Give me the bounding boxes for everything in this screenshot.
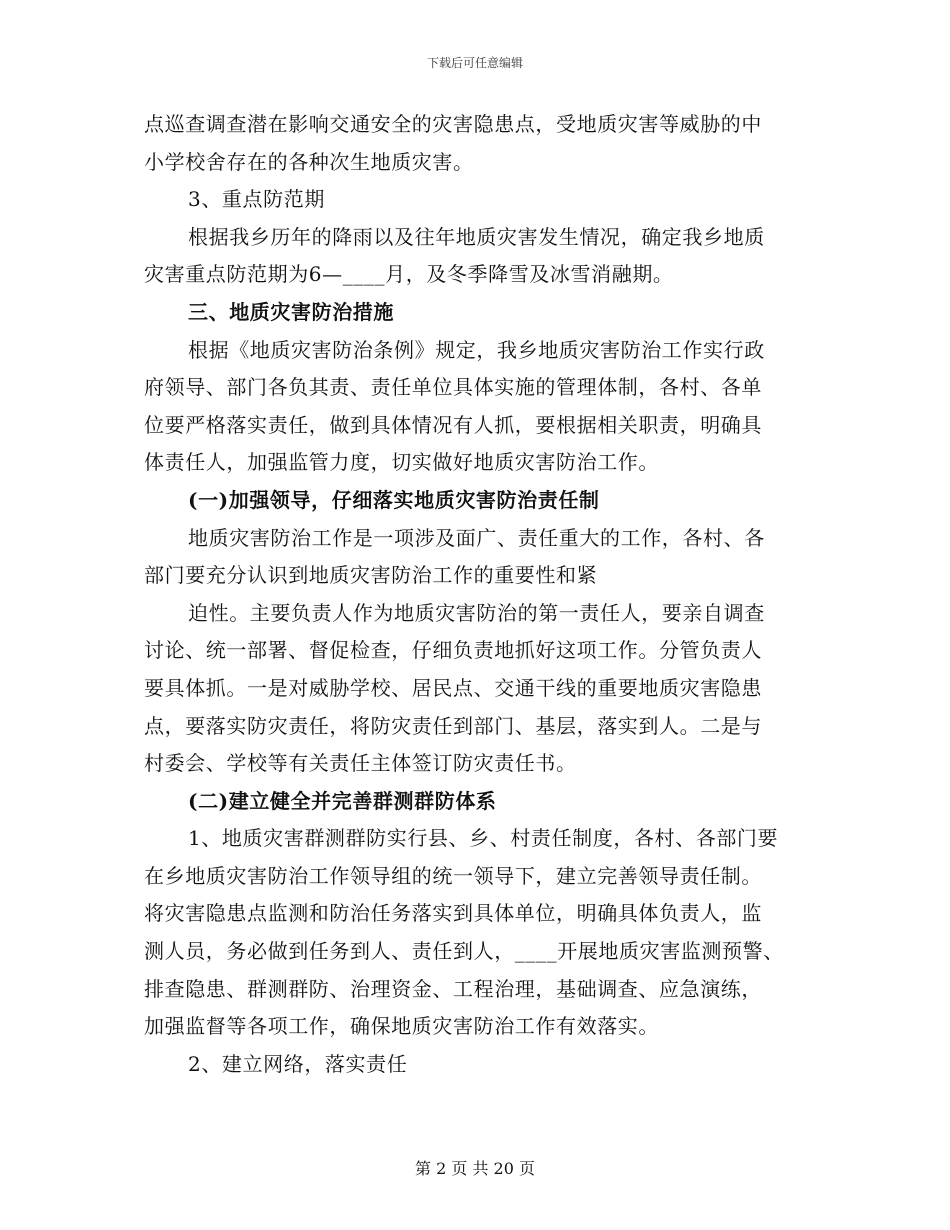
paragraph-line: 根据《地质灾害防治条例》规定，我乡地质灾害防治工作实行政 bbox=[188, 337, 765, 362]
section-heading: (一)加强领导，仔细落实地质灾害防治责任制 bbox=[188, 487, 600, 512]
paragraph-line: 讨论、统一部署、督促检查，仔细负责地抓好这项工作。分管负责人 bbox=[144, 638, 762, 663]
paragraph-line: 根据我乡历年的降雨以及往年地质灾害发生情况，确定我乡地质 bbox=[188, 224, 765, 249]
paragraph-line: 排查隐患、群测群防、治理资金、工程治理，基础调查、应急演练， bbox=[144, 976, 762, 1001]
document-body bbox=[144, 106, 804, 1083]
paragraph-line: 加强监督等各项工作，确保地质灾害防治工作有效落实。 bbox=[144, 1014, 659, 1039]
paragraph-line: 在乡地质灾害防治工作领导组的统一领导下，建立完善领导责任制。 bbox=[144, 863, 762, 888]
paragraph-line: 测人员，务必做到任务到人、责任到人，____开展地质灾害监测预警、 bbox=[144, 939, 784, 964]
page-header: 下载后可任意编辑 bbox=[426, 56, 523, 70]
paragraph-line: 灾害重点防范期为6—____月，及冬季降雪及冰雪消融期。 bbox=[144, 262, 674, 287]
paragraph-line: 府领导、部门各负其责、责任单位具体实施的管理体制，各村、各单 bbox=[144, 375, 762, 400]
paragraph-line: 1、地质灾害群测群防实行县、乡、村责任制度，各村、各部门要 bbox=[188, 826, 779, 851]
page-footer: 第 2 页 共 20 页 bbox=[415, 1159, 535, 1178]
paragraph-line: 位要严格落实责任，做到具体情况有人抓，要根据相关职责，明确具 bbox=[144, 412, 762, 437]
paragraph-line: 将灾害隐患点监测和防治任务落实到具体单位，明确具体负责人，监 bbox=[144, 901, 762, 926]
paragraph-line: 迫性。主要负责人作为地质灾害防治的第一责任人，要亲自调查 bbox=[188, 600, 765, 625]
section-heading: 三、地质灾害防治措施 bbox=[188, 299, 394, 324]
paragraph-line: 村委会、学校等有关责任主体签订防灾责任书。 bbox=[144, 751, 577, 776]
paragraph-line: 要具体抓。一是对威胁学校、居民点、交通干线的重要地质灾害隐患 bbox=[144, 675, 762, 700]
paragraph-line: 体责任人，加强监管力度，切实做好地质灾害防治工作。 bbox=[144, 450, 659, 475]
paragraph-line: 点，要落实防灾责任，将防灾责任到部门、基层，落实到人。二是与 bbox=[144, 713, 762, 738]
paragraph-line: 3、重点防范期 bbox=[188, 187, 325, 212]
section-heading: (二)建立健全并完善群测群防体系 bbox=[188, 788, 497, 813]
paragraph-line: 点巡查调查潜在影响交通安全的灾害隐患点，受地质灾害等威胁的中 bbox=[144, 112, 762, 136]
paragraph-line: 小学校舍存在的各种次生地质灾害。 bbox=[144, 149, 474, 174]
paragraph-line: 部门要充分认识到地质灾害防治工作的重要性和紧 bbox=[144, 563, 598, 588]
paragraph-line: 2、建立网络，落实责任 bbox=[188, 1051, 408, 1076]
paragraph-line: 地质灾害防治工作是一项涉及面广、责任重大的工作，各村、各 bbox=[188, 525, 765, 550]
